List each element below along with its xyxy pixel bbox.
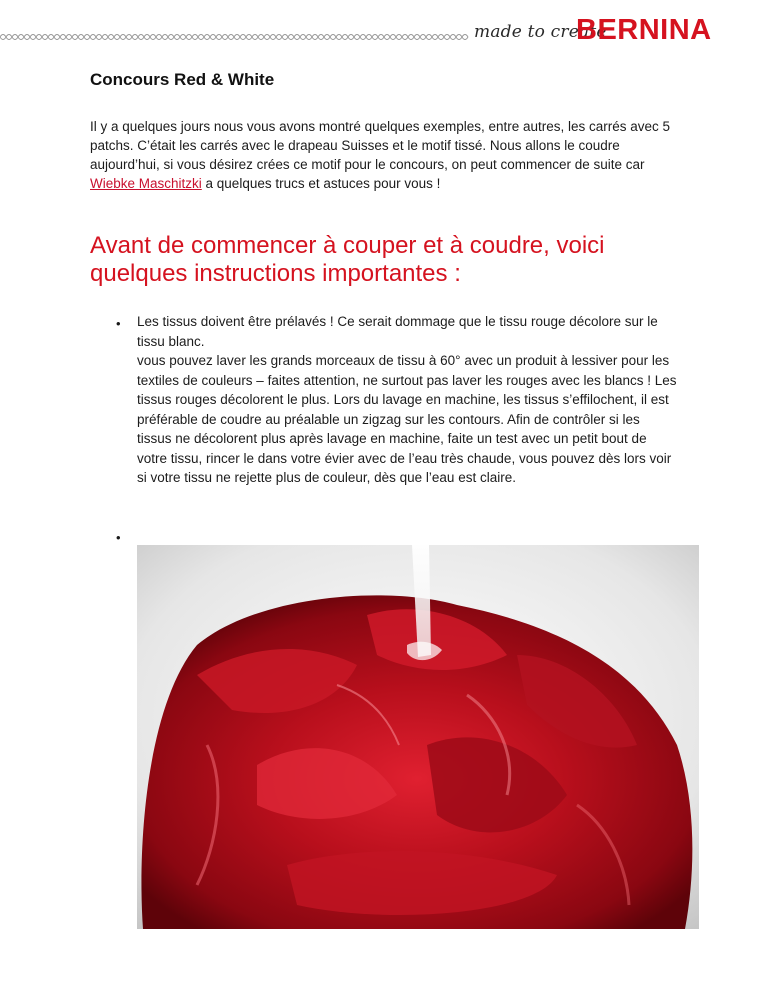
- red-fabric-in-sink-photo: [137, 545, 699, 929]
- list-bullet: •: [116, 530, 121, 545]
- section-heading: Avant de commencer à couper et à coudre, voici quelques instructions importantes :: [90, 232, 605, 287]
- bernina-logo: BERNINA: [576, 14, 712, 46]
- author-link[interactable]: Wiebke Maschitzki: [90, 176, 202, 191]
- list-bullet: •: [116, 316, 121, 331]
- brand-tagline: made to create: [474, 22, 607, 42]
- intro-paragraph: [90, 117, 676, 193]
- article-title: Concours Red & White: [90, 70, 275, 89]
- wavy-line-decoration: [0, 31, 470, 43]
- list-item-line2: vous pouvez laver les grands morceaux de tissu à 60° avec un produit à lessiver pour les textiles de couleurs – faites attention, ne surtout pas laver les rouges avec les blancs ! Les tissus rouges décolorent le plus. Lors du lavage en machine, les tissus s’effilochent, il est préférable de coudre au préalable un zigzag sur les contours. Afin de contrôler si les tissus ne décolorent plus après lavage en machine, faite un test avec un petit bout de votre tissu, rincer le dans votre évier avec de l’eau très chaude, vous pouvez dès lors voir si votre tissu ne rejette plus de couleur, dès que l’eau est claire.: [137, 353, 677, 485]
- photo-illustration: [137, 545, 699, 929]
- intro-text: Il y a quelques jours nous vous avons montré quelques exemples, entre autres, les carrés avec 5 patchs. C’était les carrés avec le drapeau Suisses et le motif tissé. Nous allons le coudre aujourd’hui, si vous désirez crées ce motif pour le concours, on peut commencer de suite car: [90, 119, 671, 172]
- header: [0, 0, 768, 60]
- list-item-prewash: [137, 312, 677, 488]
- intro-text-end: a quelques trucs et astuces pour vous !: [201, 176, 441, 191]
- list-item-line1: Les tissus doivent être prélavés ! Ce serait dommage que le tissu rouge décolore sur le tissu blanc.: [137, 314, 658, 349]
